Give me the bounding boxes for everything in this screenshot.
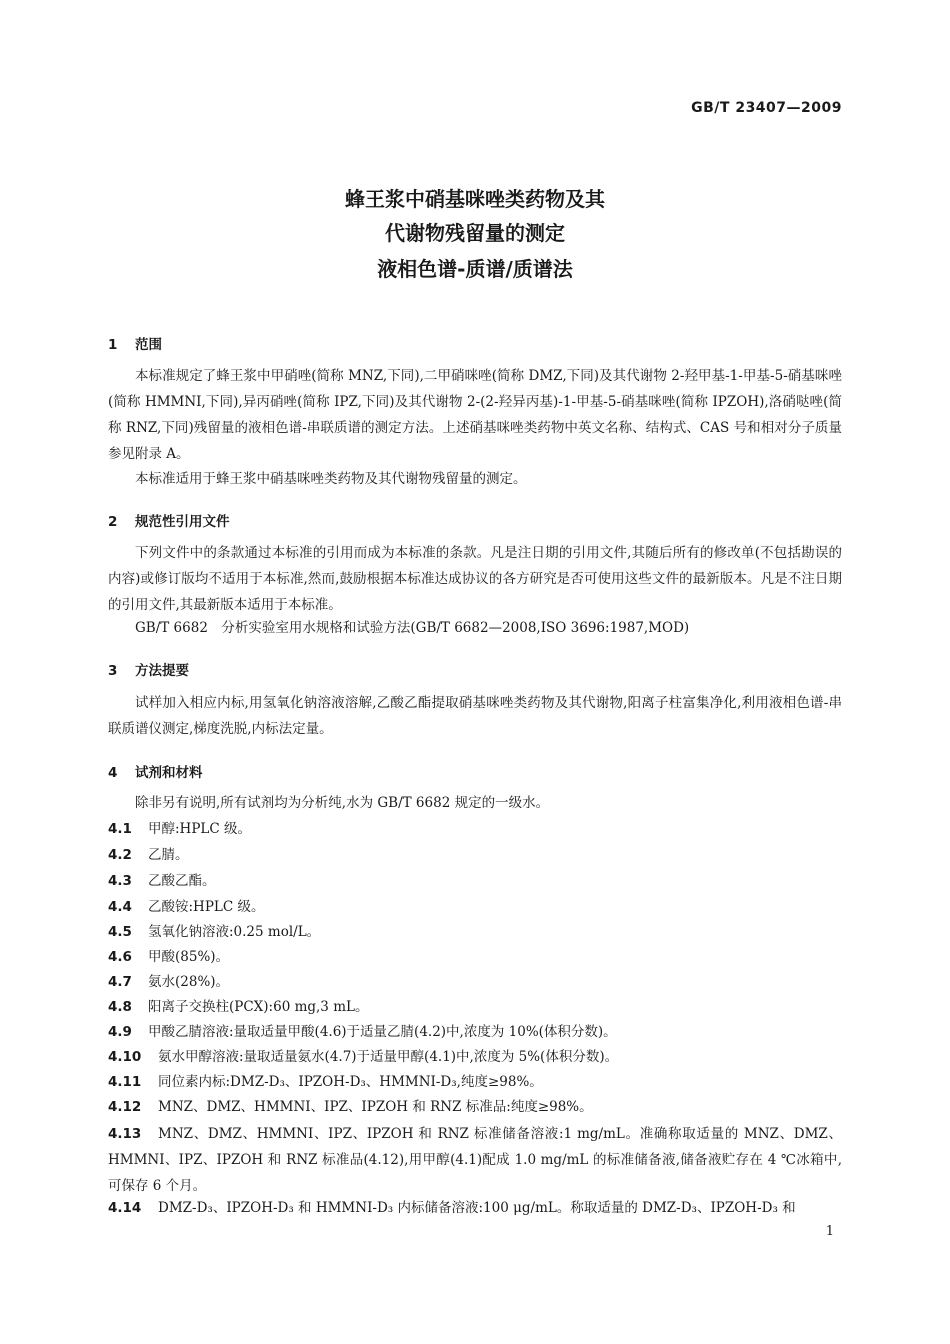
title-line-1: 蜂王浆中硝基咪唑类药物及其	[345, 187, 605, 211]
list-item	[108, 1096, 593, 1118]
item-number: 4.12	[108, 1099, 142, 1115]
item-text: MNZ、DMZ、HMMNI、IPZ、IPZOH 和 RNZ 标准储备溶液:1 mg/mL。准确称取适量的 MNZ、DMZ、HMMNI、IPZ、IPZOH 和 RNZ 标准品(4.12),用甲醇(4.1)配成 1.0 mg/mL 的标准储备液,储备液贮存在 4 ℃冰箱中,可保存 6 个月。	[108, 1126, 842, 1194]
list-item	[108, 1071, 543, 1093]
standard-number: GB/T 23407—2009	[691, 100, 842, 116]
section-1-paragraph-1: 本标准规定了蜂王浆中甲硝唑(简称 MNZ,下同),二甲硝咪唑(简称 DMZ,下同)及其代谢物 2-羟甲基-1-甲基-5-硝基咪唑(简称 HMMNI,下同),异丙硝唑(简称 IPZ,下同)及其代谢物 2-(2-羟异丙基)-1-甲基-5-硝基咪唑(简称 IPZOH),洛硝哒唑(简称 RNZ,下同)残留量的液相色谱-串联质谱的测定方法。上述硝基咪唑类药物中英文名称、结构式、CAS 号和相对分子质量参见附录 A。	[108, 368, 842, 462]
section-2-paragraph-1: 下列文件中的条款通过本标准的引用而成为本标准的条款。凡是注日期的引用文件,其随后所有的修改单(不包括勘误的内容)或修订版均不适用于本标准,然而,鼓励根据本标准达成协议的各方研究是否可使用这些文件的最新版本。凡是不注日期的引用文件,其最新版本适用于本标准。	[108, 545, 842, 613]
list-item	[108, 971, 229, 993]
section-4-title: 试剂和材料	[135, 765, 203, 781]
section-1-heading	[108, 333, 162, 353]
section-4-number: 4	[108, 765, 118, 781]
section-1-number: 1	[108, 337, 118, 353]
item-text: 氨水(28%)。	[148, 974, 230, 990]
item-number: 4.13	[108, 1126, 142, 1142]
item-number: 4.7	[108, 974, 132, 990]
section-3-number: 3	[108, 663, 118, 679]
title-line-2: 代谢物残留量的测定	[385, 221, 565, 245]
item-text: 氨水甲醇溶液:量取适量氨水(4.7)于适量甲醇(4.1)中,浓度为 5%(体积分数)。	[158, 1049, 619, 1065]
section-3-paragraph-1: 试样加入相应内标,用氢氧化钠溶液溶解,乙酸乙酯提取硝基咪唑类药物及其代谢物,阳离子柱富集净化,利用液相色谱-串联质谱仪测定,梯度洗脱,内标法定量。	[108, 695, 842, 737]
section-2-heading	[108, 510, 230, 530]
item-text: 甲酸(85%)。	[148, 949, 230, 965]
section-1-paragraph-2: 本标准适用于蜂王浆中硝基咪唑类药物及其代谢物残留量的测定。	[135, 471, 527, 487]
list-item	[108, 1121, 842, 1199]
item-text: 乙酸乙酯。	[148, 873, 216, 889]
item-text: 乙酸铵:HPLC 级。	[148, 899, 265, 915]
item-text: 乙腈。	[148, 847, 189, 863]
list-item	[108, 818, 251, 840]
item-text: 氢氧化钠溶液:0.25 mol/L。	[148, 924, 321, 940]
page-number: 1	[825, 1224, 834, 1239]
list-item	[108, 896, 265, 918]
item-text: 甲酸乙腈溶液:量取适量甲酸(4.6)于适量乙腈(4.2)中,浓度为 10%(体积分数)。	[148, 1024, 617, 1040]
section-1-title: 范围	[135, 337, 162, 353]
item-number: 4.1	[108, 821, 132, 837]
section-3-heading	[108, 659, 189, 679]
item-text: DMZ-D₃、IPZOH-D₃ 和 HMMNI-D₃ 内标储备溶液:100 μg/mL。称取适量的 DMZ-D₃、IPZOH-D₃ 和	[158, 1200, 796, 1216]
item-text: 甲醇:HPLC 级。	[148, 821, 251, 837]
list-item	[108, 1197, 796, 1219]
list-item	[108, 996, 368, 1018]
item-number: 4.3	[108, 873, 132, 889]
item-number: 4.4	[108, 899, 132, 915]
item-number: 4.11	[108, 1074, 142, 1090]
list-item	[108, 946, 229, 968]
title-line-3: 液相色谱-质谱/质谱法	[377, 257, 573, 281]
item-text: 阳离子交换柱(PCX):60 mg,3 mL。	[148, 999, 369, 1015]
item-number: 4.5	[108, 924, 132, 940]
item-text: MNZ、DMZ、HMMNI、IPZ、IPZOH 和 RNZ 标准品:纯度≥98%。	[158, 1099, 593, 1115]
item-text: 同位素内标:DMZ-D₃、IPZOH-D₃、HMMNI-D₃,纯度≥98%。	[158, 1074, 543, 1090]
list-item	[108, 921, 320, 943]
item-number: 4.6	[108, 949, 132, 965]
list-item	[108, 870, 216, 892]
section-2-number: 2	[108, 514, 118, 530]
list-item	[108, 1046, 618, 1068]
section-3-title: 方法提要	[135, 663, 189, 679]
section-2-title: 规范性引用文件	[135, 514, 230, 530]
item-number: 4.9	[108, 1024, 132, 1040]
item-number: 4.14	[108, 1200, 142, 1216]
list-item	[108, 844, 189, 866]
list-item	[108, 1021, 617, 1043]
item-number: 4.8	[108, 999, 132, 1015]
section-4-intro: 除非另有说明,所有试剂均为分析纯,水为 GB/T 6682 规定的一级水。	[135, 795, 550, 811]
item-number: 4.10	[108, 1049, 142, 1065]
item-number: 4.2	[108, 847, 132, 863]
section-4-heading	[108, 761, 203, 781]
normative-reference: GB/T 6682 分析实验室用水规格和试验方法(GB/T 6682—2008,ISO 3696:1987,MOD)	[135, 620, 690, 636]
